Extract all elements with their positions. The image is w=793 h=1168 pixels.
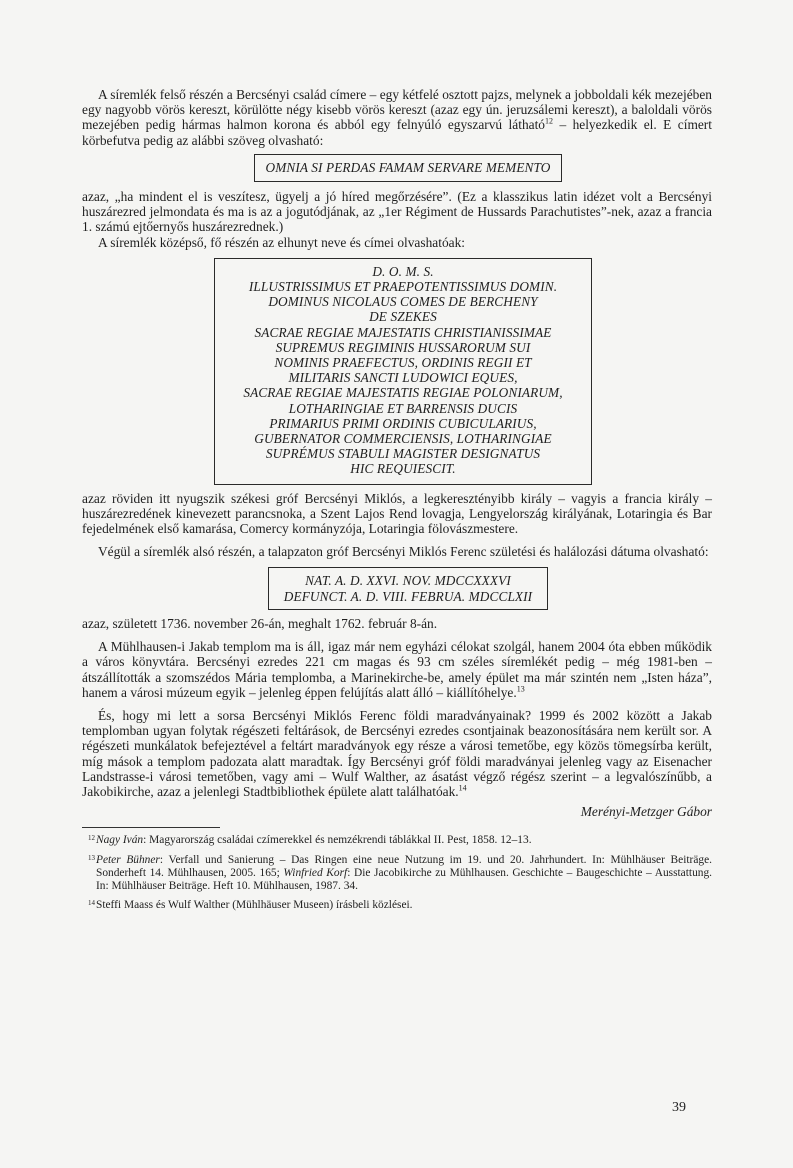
epitaph-box [214, 258, 592, 485]
epitaph-line: DOMINUS NICOLAUS COMES DE BERCHENY [268, 294, 538, 310]
footnote-text: : Die Jacobikirche zu Mühlhausen. Geschichte – Baugeschichte – Ausstattung. In: Mühlhäuser Beiträge. Heft 10. Mühlhausen, 1987. 34. [96, 866, 713, 892]
epitaph-line: SUPREMUS REGIMINIS HUSSARORUM SUI [275, 339, 531, 355]
footnote-number: 13 [88, 853, 95, 862]
dates-box [268, 567, 548, 609]
paragraph-epitaph-intro: A síremlék középső, fő részén az elhunyt neve és címei olvashatóak: [98, 234, 465, 250]
epitaph-line: MILITARIS SANCTI LUDOWICI EQUES, [288, 370, 518, 386]
footnote-number: 14 [88, 899, 95, 908]
epitaph-line: SACRAE REGIAE MAJESTATIS REGIAE POLONIARUM, [243, 385, 563, 401]
death-date-line: DEFUNCT. A. D. VIII. FEBRUA. MDCCLXII [283, 588, 533, 604]
footnote-text: Steffi Maass és Wulf Walther (Mühlhäuser Museen) írásbeli közlései. [96, 899, 413, 912]
epitaph-line: SUPRÉMUS STABULI MAGISTER DESIGNATUS [265, 446, 541, 462]
footnote-number: 12 [88, 834, 95, 843]
paragraph-text: És, hogy mi lett a sorsa Bercsényi Miklós Ferenc földi maradványainak? 1999 és 2002 között a Jakab templomban ugyan folytak régészeti feltárások, de Bercsényi ezredes csontjainak beazonosítására nem került sor. A régészeti munkálatok befejeztével a feltárt maradványok egy része a városi temetőbe, egy közös tömegsírba került, míg mások a templom padozata alatt maradtak. Így Bercsényi gróf földi maradványai jelenleg vagy az Eisenacher Landstrasse-i városi temetőben, vagy ami – Wulf Walther, az ásatást végző régész szerint – a legvalószínűbb, a Jakobikirche, azaz a jelenlegi Stadtbibliothek épülete alatt találhatóak. [82, 707, 712, 799]
document-body [82, 87, 712, 918]
epitaph-line: DE SZEKES [369, 309, 437, 325]
paragraph-coat-of-arms [82, 87, 712, 148]
footnote-ref-13[interactable]: 13 [516, 684, 525, 694]
epitaph-line: SACRAE REGIAE MAJESTATIS CHRISTIANISSIMAE [254, 324, 552, 340]
epitaph-line: NOMINIS PRAEFECTUS, ORDINIS REGII ET [274, 355, 532, 371]
paragraph-text: A Mühlhausen-i Jakab templom ma is áll, igaz már nem egyházi célokat szolgál, hanem 2004 óta ebben működik a város könyvtára. Bercsényi ezredes 221 cm magas és 93 cm széles síremlékét pedig – még 1981-ben – átszállították a szomszédos Mária templomba, a Marinekirche-be, amely épület ma már szintén nem „Isten háza”, hanem a városi múzeum egyik – jelenleg éppen felújítás alatt álló – kiállítóhelye. [82, 639, 712, 700]
footnote-ref-12[interactable]: 12 [545, 116, 553, 126]
paragraph-epitaph-translation: azaz röviden itt nyugszik székesi gróf Bercsényi Miklós, a legkeresztényibb király – vagyis a francia király – huszárezredének kinevezett parancsnoka, a Szent Lajos Rend lovagja, Lengyelország királyának, Lotaringia és Bar fejedelmének első kamarása, Comercy kormányzója, Lotaringia fölovászmestere. [82, 490, 712, 537]
epitaph-line: PRIMARIUS PRIMI ORDINIS CUBICULARIUS, [269, 415, 537, 431]
footnote-ref-14[interactable]: 14 [458, 783, 467, 793]
paragraph-text: A síremlék felső részén a Bercsényi család címere – egy kétfelé osztott pajzs, melynek a jobboldali kék mezejében egy nagyobb vörös kereszt, körülötte négy kisebb vörös kereszt (azaz egy ún. jeruzsálemi kereszt), a baloldali vörös mezejében pedig hármas halmon korona és abból egy felnyúló egyszarvú látható [82, 87, 712, 133]
footnote-text: : Magyarország családai czímerekkel és nemzékrendi táblákkal II. Pest, 1858. 12–13. [143, 834, 532, 847]
paragraph-motto-translation: azaz, „ha mindent el is veszítesz, ügyelj a jó híred megőrzésére”. (Ez a klasszikus latin idézet volt a Bercsényi huszárezred jelmondata és ma is az a jogutódjának, az „1er Régiment de Hussards Parachutistes”-nek, azaz a francia 1. számú ejtőernyős huszárezrednek.) [82, 189, 712, 235]
epitaph-line: ILLUSTRISSIMUS ET PRAEPOTENTISSIMUS DOMIN. [248, 279, 558, 295]
epitaph-line: D. O. M. S. [372, 263, 434, 279]
birth-date-line: NAT. A. D. XXVI. NOV. MDCCXXXVI [305, 573, 511, 589]
footnote-text: : Verfall und Sanierung – Das Ringen eine neue Nutzung im 19. und 20. Jahrhundert. In: Mühlhäuser Beiträge. Sonderheft 14. Mühlhausen, 2005. 165; [96, 853, 712, 879]
paragraph-dates-intro: Végül a síremlék alsó részén, a talapzaton gróf Bercsényi Miklós Ferenc születési és halálozási dátuma olvasható: [98, 544, 709, 560]
author-signature: Merényi-Metzger Gábor [580, 804, 712, 820]
footnote-author: Nagy Iván [96, 834, 144, 847]
footnote-13 [82, 854, 712, 894]
motto-line: OMNIA SI PERDAS FAMAM SERVARE MEMENTO [265, 159, 551, 175]
footnote-12 [82, 834, 712, 847]
paragraph-church [82, 639, 712, 700]
footnote-author: Peter Bühner [96, 853, 160, 866]
footnotes [82, 834, 712, 912]
paragraph-text-end: – helyezkedik el. E címert körbefutva pedig az alábbi szöveg olvasható: [82, 117, 712, 148]
epitaph-line: LOTHARINGIAE ET BARRENSIS DUCIS [288, 400, 518, 416]
paragraph-remains [82, 708, 712, 799]
epitaph-line: GUBERNATOR COMMERCIENSIS, LOTHARINGIAE [254, 431, 552, 447]
footnote-14 [82, 899, 712, 912]
paragraph-dates-translation: azaz, született 1736. november 26-án, meghalt 1762. február 8-án. [82, 615, 438, 631]
motto-box [254, 154, 562, 182]
footnote-divider [82, 827, 220, 828]
epitaph-line: HIC REQUIESCIT. [350, 461, 456, 477]
footnote-author: Winfried Korf [283, 866, 348, 879]
page-number: 39 [672, 1100, 686, 1115]
